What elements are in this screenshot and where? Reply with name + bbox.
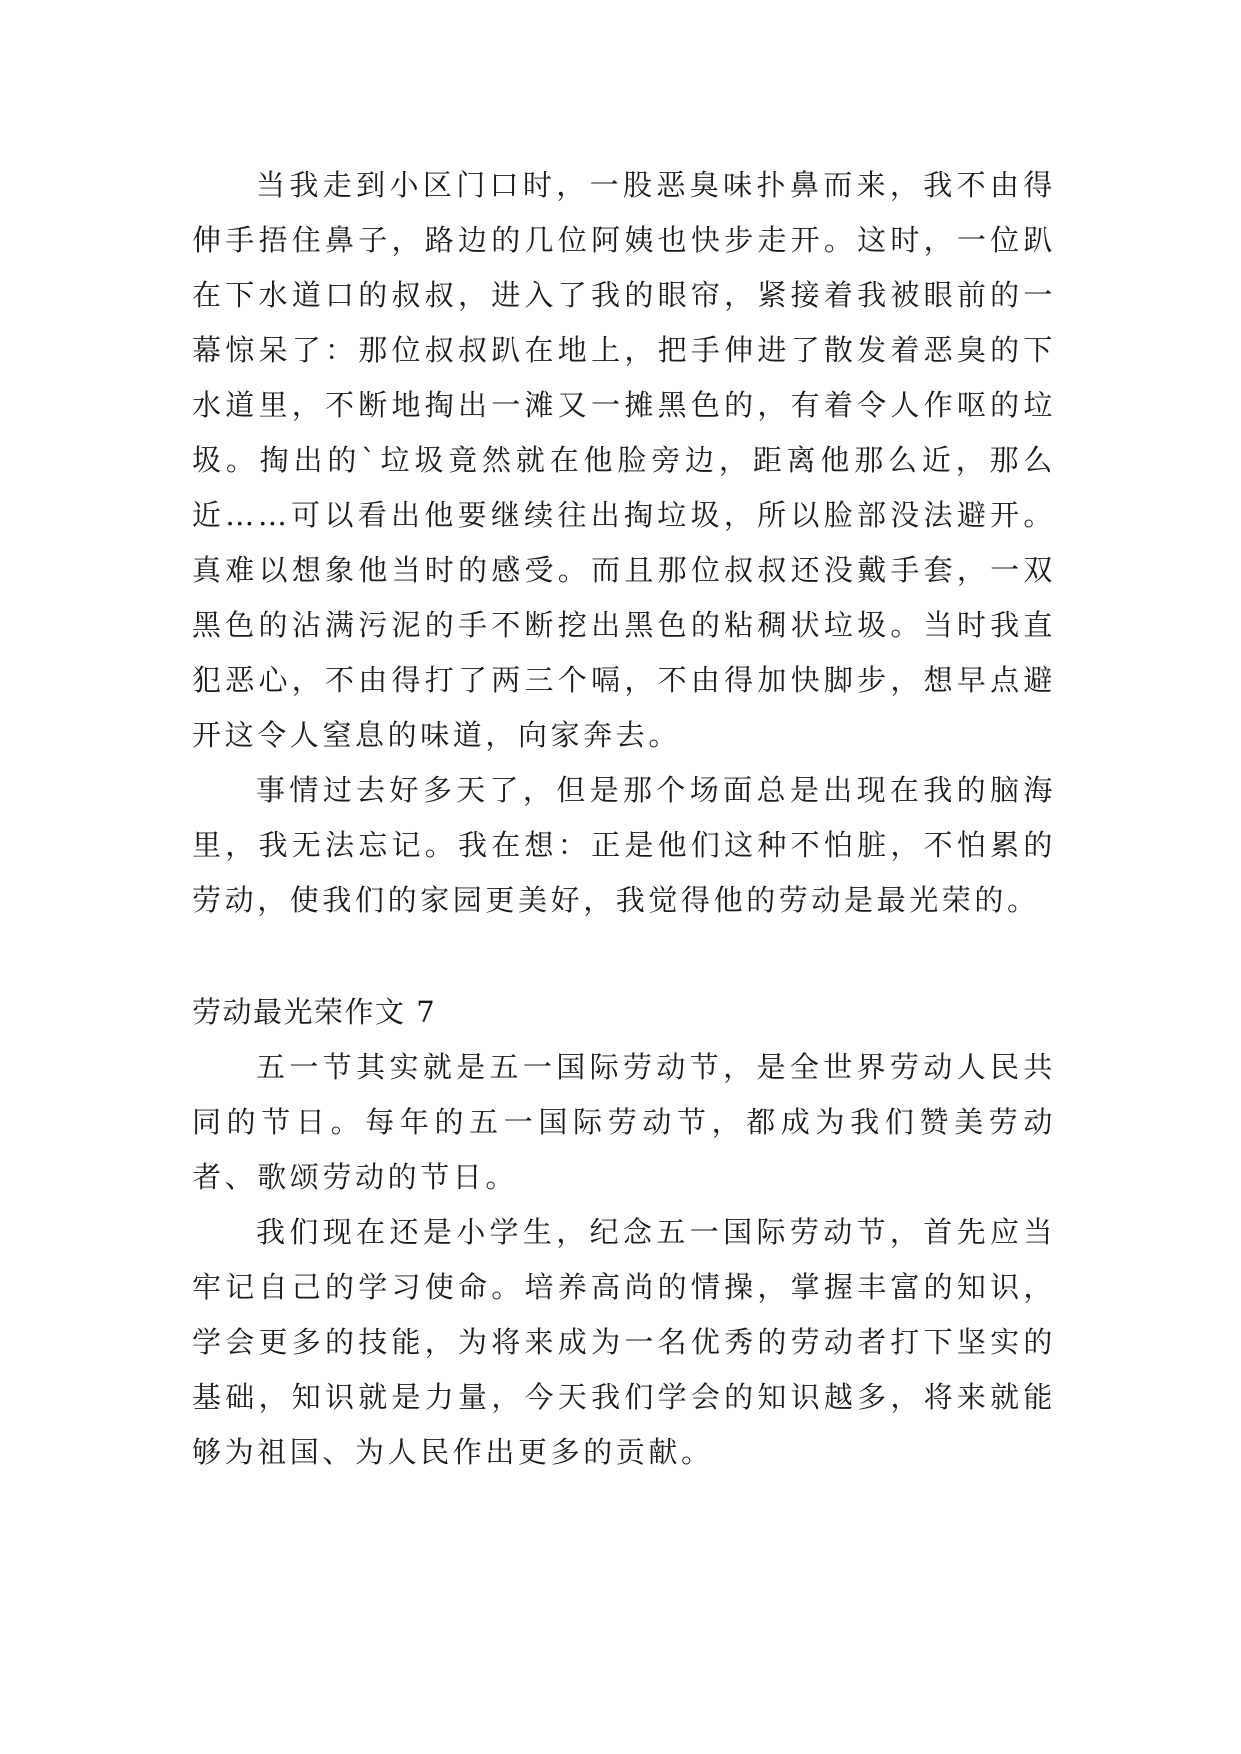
section-spacer xyxy=(192,928,1056,985)
paragraph-sewer-scene: 当我走到小区门口时，一股恶臭味扑鼻而来，我不由得伸手捂住鼻子，路边的几位阿姨也快步走开。这时，一位趴在下水道口的叔叔，进入了我的眼帘，紧接着我被眼前的一幕惊呆了：那位叔叔趴在地上，把手伸进了散发着恶臭的下水道里，不断地掏出一滩又一摊黑色的，有着令人作呕的垃圾。掏出的`垃圾竟然就在他脸旁边，距离他那么近，那么近……可以看出他要继续往出掏垃圾，所以脸部没法避开。真难以想象他当时的感受。而且那位叔叔还没戴手套，一双黑色的沾满污泥的手不断挖出黑色的粘稠状垃圾。当时我直犯恶心，不由得打了两三个嗝，不由得加快脚步，想早点避开这令人窒息的味道，向家奔去。 xyxy=(192,168,1056,752)
document-page xyxy=(192,158,1056,1480)
paragraph-student-mission: 我们现在还是小学生，纪念五一国际劳动节，首先应当牢记自己的学习使命。培养高尚的情操，掌握丰富的知识，学会更多的技能，为将来成为一名优秀的劳动者打下坚实的基础，知识就是力量，今天我们学会的知识越多，将来就能够为祖国、为人民作出更多的贡献。 xyxy=(192,1215,1056,1469)
paragraph-reflection: 事情过去好多天了，但是那个场面总是出现在我的脑海里，我无法忘记。我在想：正是他们这种不怕脏，不怕累的劳动，使我们的家园更美好，我觉得他的劳动是最光荣的。 xyxy=(192,773,1056,917)
section-heading: 劳动最光荣作文 7 xyxy=(192,995,437,1029)
paragraph-may-day: 五一节其实就是五一国际劳动节，是全世界劳动人民共同的节日。每年的五一国际劳动节，都成为我们赞美劳动者、歌颂劳动的节日。 xyxy=(192,1050,1056,1194)
